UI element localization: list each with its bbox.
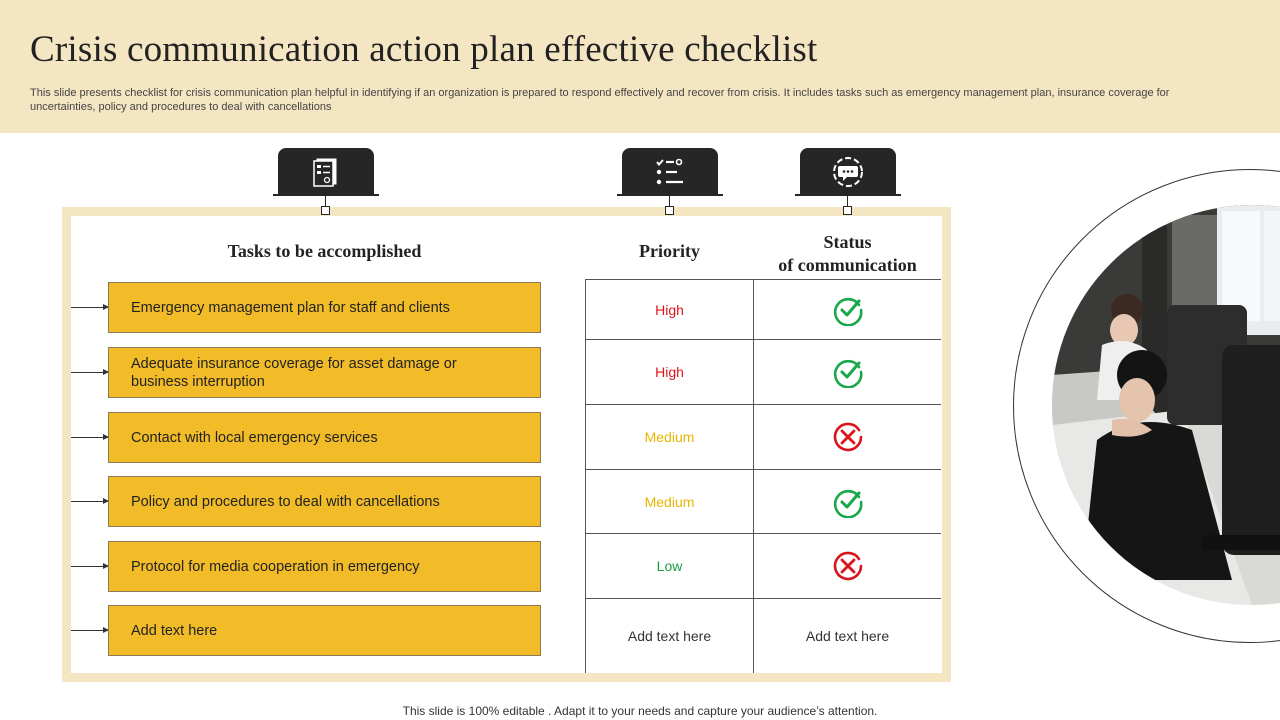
- priority-tab-stem: [669, 196, 670, 206]
- priority-value: Low: [656, 558, 683, 574]
- tasks-tab-stem: [325, 196, 326, 206]
- document-checklist-icon: [312, 157, 340, 187]
- cross-circle-icon: [832, 421, 864, 453]
- status-tab-base: [795, 194, 901, 196]
- list-priority-icon: [654, 157, 686, 187]
- header-band: [0, 0, 1280, 133]
- footer-note: This slide is 100% editable . Adapt it to your needs and capture your audience’s attention.: [402, 704, 878, 718]
- page-subtitle: This slide presents checklist for crisis communication plan helpful in identifying if an organization is prepared to respond effectively and recover from crisis. It includes tasks such as emergency management plan, insurance coverage for uncertainties, policy and procedures to deal with cancellations: [30, 87, 1170, 113]
- row-arrow: [71, 437, 108, 438]
- check-circle-icon: [832, 356, 864, 388]
- priority-tab-base: [617, 194, 723, 196]
- status-cell: [754, 534, 941, 598]
- status-tab-node: [843, 206, 852, 215]
- status-cell: [754, 340, 941, 404]
- task-item: Policy and procedures to deal with cancellations: [108, 476, 541, 527]
- task-item: Adequate insurance coverage for asset damage or business interruption: [108, 347, 541, 398]
- priority-column-heading: Priority: [639, 241, 700, 261]
- status-cell: [754, 470, 941, 533]
- row-arrow: [71, 307, 108, 308]
- status-heading-line2: of communication: [778, 255, 917, 275]
- status-tab: [800, 148, 896, 196]
- task-item: Protocol for media cooperation in emergency: [108, 541, 541, 592]
- task-item: Contact with local emergency services: [108, 412, 541, 463]
- priority-cell: [586, 405, 753, 469]
- priority-value: Medium: [644, 429, 695, 445]
- status-cell: [754, 599, 941, 673]
- tasks-tab: [278, 148, 374, 196]
- task-item: Emergency management plan for staff and clients: [108, 282, 541, 333]
- priority-cell: [586, 470, 753, 533]
- priority-value: High: [655, 364, 684, 380]
- tasks-tab-base: [273, 194, 379, 196]
- row-arrow: [71, 501, 108, 502]
- status-placeholder-text: Add text here: [805, 628, 890, 644]
- tasks-column-heading: Tasks to be accomplished: [227, 241, 422, 261]
- row-arrow: [71, 630, 108, 631]
- priority-cell: [586, 599, 753, 673]
- priority-cell: [586, 534, 753, 598]
- row-arrow: [71, 372, 108, 373]
- tasks-tab-node: [321, 206, 330, 215]
- check-circle-icon: [832, 294, 864, 326]
- priority-tab: [622, 148, 718, 196]
- priority-value: Add text here: [627, 628, 712, 644]
- cross-circle-icon: [832, 550, 864, 582]
- check-circle-icon: [832, 486, 864, 518]
- status-tab-stem: [847, 196, 848, 206]
- chat-bubble-icon: [831, 155, 865, 189]
- page-title: Crisis communication action plan effective checklist: [30, 29, 818, 70]
- task-item: Add text here: [108, 605, 541, 656]
- priority-value: Medium: [644, 493, 695, 510]
- status-heading-line1: Status: [823, 232, 872, 252]
- priority-tab-node: [665, 206, 674, 215]
- priority-cell: [586, 340, 753, 404]
- priority-cell: [586, 280, 753, 339]
- status-column-heading: [754, 231, 941, 277]
- priority-value: High: [655, 301, 684, 318]
- status-cell: [754, 280, 941, 339]
- row-arrow: [71, 566, 108, 567]
- status-cell: [754, 405, 941, 469]
